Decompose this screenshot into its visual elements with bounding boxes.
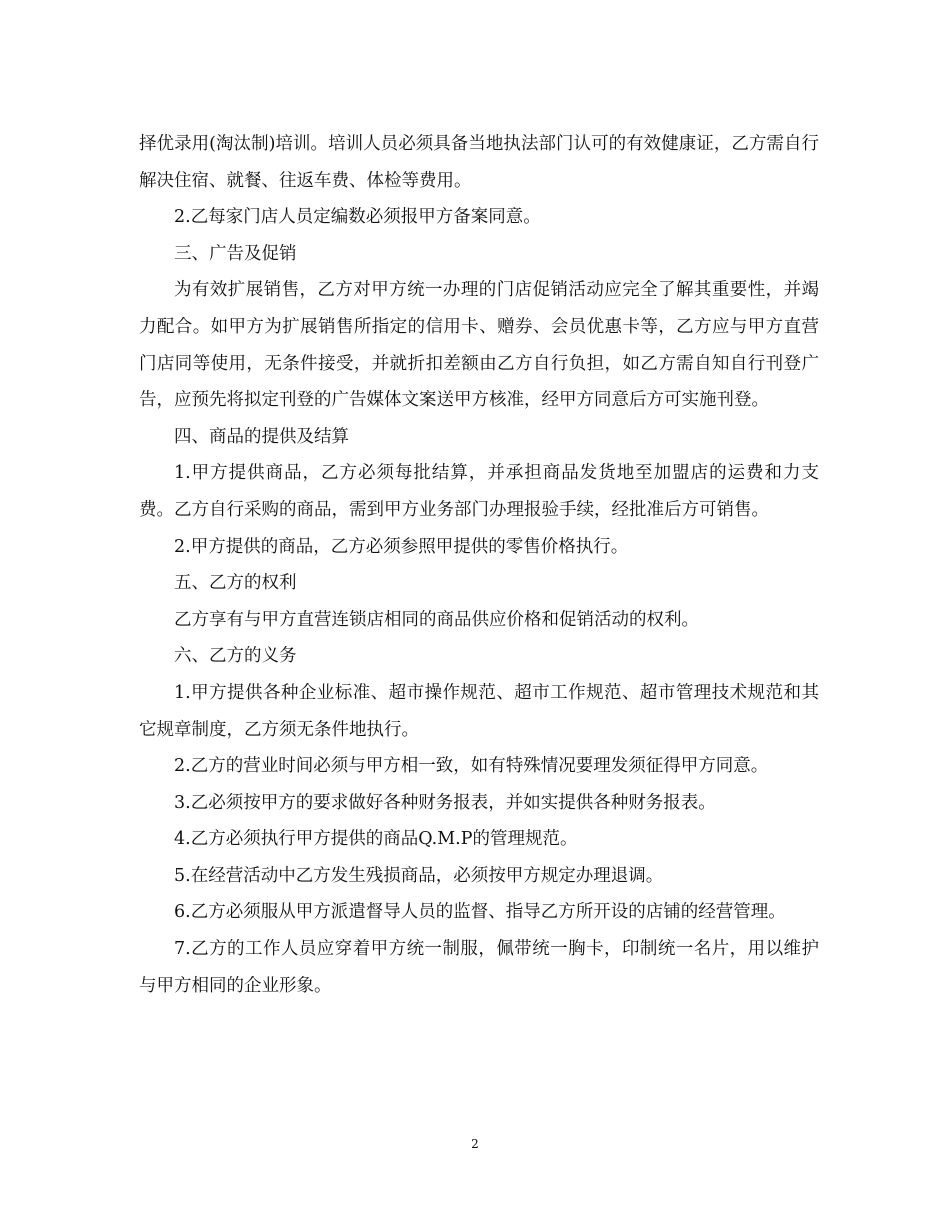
paragraph-goods-supply: 1.甲方提供商品，乙方必须每批结算，并承担商品发货地至加盟店的运费和力支费。乙方自行采购的商品，需到甲方业务部门办理报验手续，经批准后方可销售。 [139,463,819,520]
paragraph-obligation-7: 7.乙方的工作人员应穿着甲方统一制服，佩带统一胸卡，印制统一名片，用以维护与甲方相同的企业形象。 [139,939,819,996]
paragraph-obligation-2: 2.乙方的营业时间必须与甲方相一致，如有特殊情况要理发须征得甲方同意。 [174,756,769,777]
paragraph-obligation-1: 1.甲方提供各种企业标准、超市操作规范、超市工作规范、超市管理技术规范和其它规章制度，乙方须无条件地执行。 [139,682,819,740]
paragraph-obligation-5: 5.在经营活动中乙方发生残损商品，必须按甲方规定办理退调。 [174,865,664,886]
paragraph-obligation-6: 6.乙方必须服从甲方派遣督导人员的监督、指导乙方所开设的店铺的经营管理。 [174,902,786,923]
paragraph-staffing-quota: 2.乙每家门店人员定编数必须报甲方备案同意。 [174,207,541,228]
section-heading-party-b-obligations: 六、乙方的义务 [174,646,297,667]
paragraph-obligation-3: 3.乙必须按甲方的要求做好各种财务报表，并如实提供各种财务报表。 [174,792,716,813]
paragraph-training-continuation: 择优录用(淘汰制)培训。培训人员必须具备当地执法部门认可的有效健康证，乙方需自行解决住宿、就餐、往返车费、体检等费用。 [139,134,819,191]
paragraph-obligation-4: 4.乙方必须执行甲方提供的商品Q.M.P的管理规范。 [174,829,578,850]
document-body [139,126,819,1004]
section-heading-advertising: 三、广告及促销 [174,243,297,264]
section-heading-goods-settlement: 四、商品的提供及结算 [174,426,349,447]
section-heading-party-b-rights: 五、乙方的权利 [174,573,297,594]
paragraph-promotion: 为有效扩展销售，乙方对甲方统一办理的门店促销活动应完全了解其重要性，并竭力配合。如甲方为扩展销售所指定的信用卡、赠券、会员优惠卡等，乙方应与甲方直营门店同等使用，无条件接受，并就折扣差额由乙方自行负担，如乙方需自知自行刊登广告，应预先将拟定刊登的广告媒体文案送甲方核准，经甲方同意后方可实施刊登。 [139,280,819,411]
paragraph-rights: 乙方享有与甲方直营连锁店相同的商品供应价格和促销活动的权利。 [174,609,699,630]
page-number: 2 [471,1137,479,1151]
paragraph-retail-price: 2.甲方提供的商品，乙方必须参照甲提供的零售价格执行。 [174,536,629,557]
